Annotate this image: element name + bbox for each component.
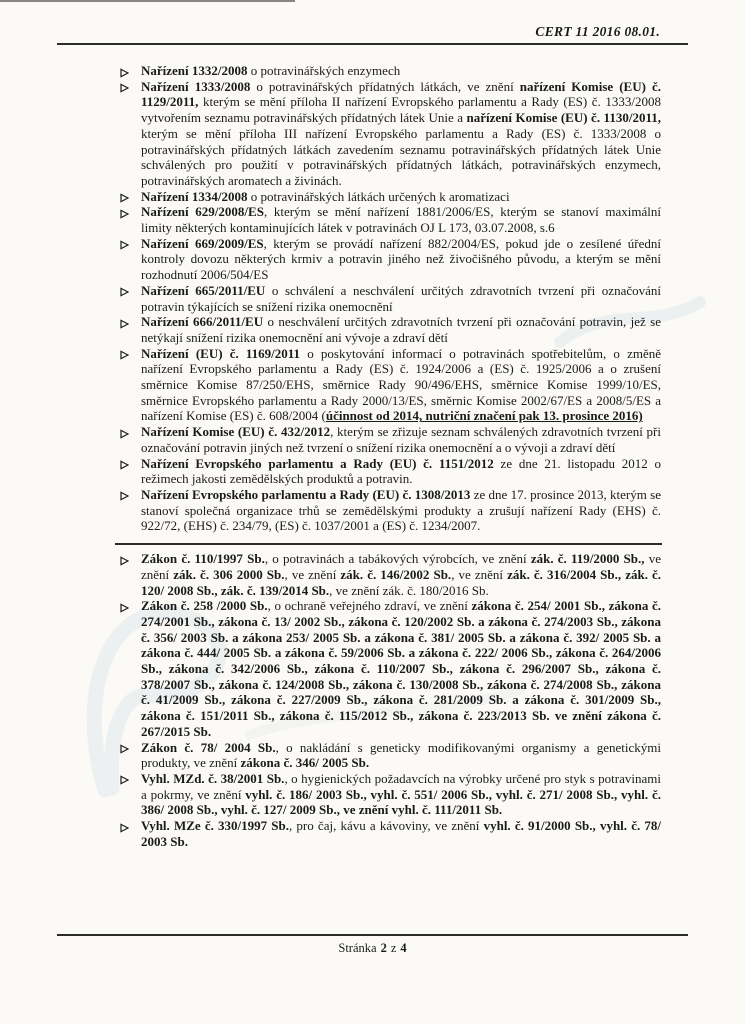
list-item bbox=[120, 598, 661, 739]
list-item bbox=[120, 79, 661, 189]
arrow-bullet-icon bbox=[120, 81, 129, 97]
arrow-bullet-icon bbox=[120, 742, 129, 758]
list-item-text: Zákon č. 258 /2000 Sb., o ochraně veřejného zdraví, ve znění zákona č. 254/ 2001 Sb., zákona č. 274/2001 Sb., zákona č. 13/ 2002 Sb., zákona č. 120/2002 Sb. a zákona č. 274/2003 Sb., zákona č. 356/ 2003 Sb. a zákona 253/ 2005 Sb. a zákona č. 381/ 2005 Sb. a zákona č. 392/ 2005 Sb. a zákona č. 444/ 2005 Sb. a zákona č. 59/2006 Sb. a zákona č. 222/ 2006 Sb., zákona č. 264/2006 Sb., zákona č. 342/2006 Sb., zákona č. 110/2007 Sb., zákona č. 296/2007 Sb., zákona č. 378/2007 Sb., zákona č. 124/2008 Sb., zákona č. 130/2008 Sb., zákona č. 274/2008 Sb., zákona č. 41/2009 Sb., zákona č. 227/2009 Sb., zákona č. 281/2009 Sb. a zákona č. 301/2009 Sb., zákona č. 151/2011 Sb., zákona č. 115/2012 Sb., zákona č. 223/2013 Sb. ve znění zákona č. 267/2015 Sb. bbox=[141, 598, 662, 739]
arrow-bullet-icon bbox=[120, 285, 129, 301]
list-item bbox=[120, 189, 661, 205]
arrow-bullet-icon bbox=[120, 317, 129, 333]
list-item-text: Nařízení 629/2008/ES, kterým se mění nařízení 1881/2006/ES, kterým se stanoví maximální limity některých kontaminujících látek v potravinách OJ L 173, 03.07.2008, s.6 bbox=[141, 204, 661, 236]
arrow-bullet-icon bbox=[120, 458, 129, 474]
list-item bbox=[120, 740, 661, 771]
list-item bbox=[120, 314, 661, 345]
list-item-text: Vyhl. MZe č. 330/1997 Sb., pro čaj, kávu a kávoviny, ve znění vyhl. č. 91/2000 Sb., vyhl. č. 78/ 2003 Sb. bbox=[141, 818, 662, 849]
list-item-text: Vyhl. MZd. č. 38/2001 Sb., o hygienických požadavcích na výrobky určené pro styk s potravinami a pokrmy, ve znění vyhl. č. 186/ 2003 Sb., vyhl. č. 551/ 2006 Sb., vyhl. č. 271/ 2008 Sb., vyhl. č. 386/ 2008 Sb., vyhl. č. 127/ 2009 Sb., ve znění vyhl. č. 111/2011 Sb. bbox=[141, 770, 661, 818]
arrow-bullet-icon bbox=[120, 554, 129, 570]
page-total: 4 bbox=[400, 941, 407, 955]
list-item bbox=[120, 818, 661, 849]
section-divider bbox=[115, 543, 662, 545]
footer-divider bbox=[57, 934, 688, 936]
list-item-text: Nařízení Evropského parlamentu a Rady (EU) č. 1308/2013 ze dne 17. prosince 2013, kterým se stanoví společná organizace trhů se zemědělskými produkty a zrušují nařízení Rady (EHS) č. 922/72, (EHS) č. 234/79, (ES) č. 1037/2001 a (ES) č. 1234/2007. bbox=[141, 486, 661, 534]
page-number bbox=[0, 941, 745, 956]
list-item-text: Zákon č. 110/1997 Sb., o potravinách a tabákových výrobcích, ve znění zák. č. 119/2000 Sb., ve znění zák. č. 306 2000 Sb., ve znění zák. č. 146/2002 Sb., ve znění zák. č. 316/2004 Sb., zák. č. 120/ 2008 Sb., zák. č. 139/2014 Sb., ve znění zák. č. 180/2016 Sb. bbox=[141, 551, 662, 598]
list-item bbox=[120, 424, 661, 455]
document-body bbox=[120, 63, 661, 849]
list-item-text: Nařízení (EU) č. 1169/2011 o poskytování informací o potravinách spotřebitelům, o změně nařízení Evropského parlamentu a Rady (ES) č. 1924/2006 a (ES) č. 1925/2006 a o zrušení směrnice Komise 87/250/EHS, směrnice Rady 90/496/EHS, směrnice Komise 1999/10/ES, směrnice Evropského parlamentu a Rady 2000/13/ES, směrnic Komise 2002/67/ES a 2008/5/ES a nařízení Komise (ES) č. 608/2004 (účinnost od 2014, nutriční značení pak 13. prosince 2016) bbox=[141, 345, 661, 424]
list-item-text: Nařízení Evropského parlamentu a Rady (EU) č. 1151/2012 ze dne 21. listopadu 2012 o režimech jakosti zemědělských produktů a potravin. bbox=[141, 455, 661, 487]
list-item bbox=[120, 487, 661, 534]
list-item-text: Nařízení Komise (EU) č. 432/2012, kterým se zřizuje seznam schválených zdravotních tvrzení při označování potravin jiných než tvrzení o snížení rizika onemocnění a o vývoji a zdraví dětí bbox=[141, 424, 661, 455]
header-divider bbox=[57, 43, 688, 45]
arrow-bullet-icon bbox=[120, 207, 129, 223]
arrow-bullet-icon bbox=[120, 601, 129, 617]
list-item bbox=[120, 551, 661, 598]
list-item bbox=[120, 346, 661, 425]
national-laws-list bbox=[120, 551, 661, 849]
list-item bbox=[120, 771, 661, 818]
list-item bbox=[120, 236, 661, 283]
document-reference: CERT 11 2016 08.01. bbox=[535, 24, 660, 39]
arrow-bullet-icon bbox=[120, 489, 129, 505]
scan-edge-artifact bbox=[0, 0, 295, 2]
list-item bbox=[120, 456, 661, 487]
list-item-text: Nařízení 669/2009/ES, kterým se provádí nařízení 882/2004/ES, pokud jde o zesílené úřední kontroly dovozu některých krmiv a potravin jiného než živočišného původu, a kterým se mění rozhodnutí 2006/504/ES bbox=[141, 235, 661, 283]
list-item-text: Nařízení 1333/2008 o potravinářských přídatných látkách, ve znění nařízení Komise (EU) č. 1129/2011, kterým se mění příloha II nařízení Evropského parlamentu a Rady (ES) č. 1333/2008 vytvořením seznamu potravinářských přídatných látek Unie a nařízení Komise (EU) č. 1130/2011, kterým se mění příloha III nařízení Evropského parlamentu a Rady (ES) č. 1333/2008 o potravinářských přídatných látkách zavedením seznamu potravinářských přídatných látek Unie schválených pro použití v potravinářských přídatných látkách, potravinářských enzymech, potravinářských aromatech a živinách. bbox=[141, 78, 661, 188]
arrow-bullet-icon bbox=[120, 773, 129, 789]
list-item-text: Nařízení 1332/2008 o potravinářských enzymech bbox=[141, 63, 401, 78]
arrow-bullet-icon bbox=[120, 238, 129, 254]
eu-regulations-list bbox=[120, 63, 661, 534]
list-item-text: Nařízení 665/2011/EU o schválení a neschválení určitých zdravotních tvrzení při označování potravin týkajících se snížení rizika onemocnění bbox=[141, 282, 661, 314]
list-item bbox=[120, 63, 661, 79]
arrow-bullet-icon bbox=[120, 348, 129, 364]
list-item-text: Nařízení 1334/2008 o potravinářských látkách určených k aromatizaci bbox=[141, 188, 510, 204]
list-item-text: Zákon č. 78/ 2004 Sb., o nakládání s geneticky modifikovanými organismy a genetickými produkty, ve znění zákona č. 346/ 2005 Sb. bbox=[141, 739, 661, 771]
arrow-bullet-icon bbox=[120, 427, 129, 443]
arrow-bullet-icon bbox=[120, 821, 129, 837]
footer-label: Stránka bbox=[338, 941, 377, 955]
list-item bbox=[120, 283, 661, 314]
list-item bbox=[120, 204, 661, 235]
list-item-text: Nařízení 666/2011/EU o neschválení určitých zdravotních tvrzení při označování potravin, jež se netýkají snížení rizika onemocnění ani vývoje a zdraví dětí bbox=[141, 314, 661, 345]
page-separator: z bbox=[390, 941, 397, 955]
page-current: 2 bbox=[380, 941, 387, 955]
